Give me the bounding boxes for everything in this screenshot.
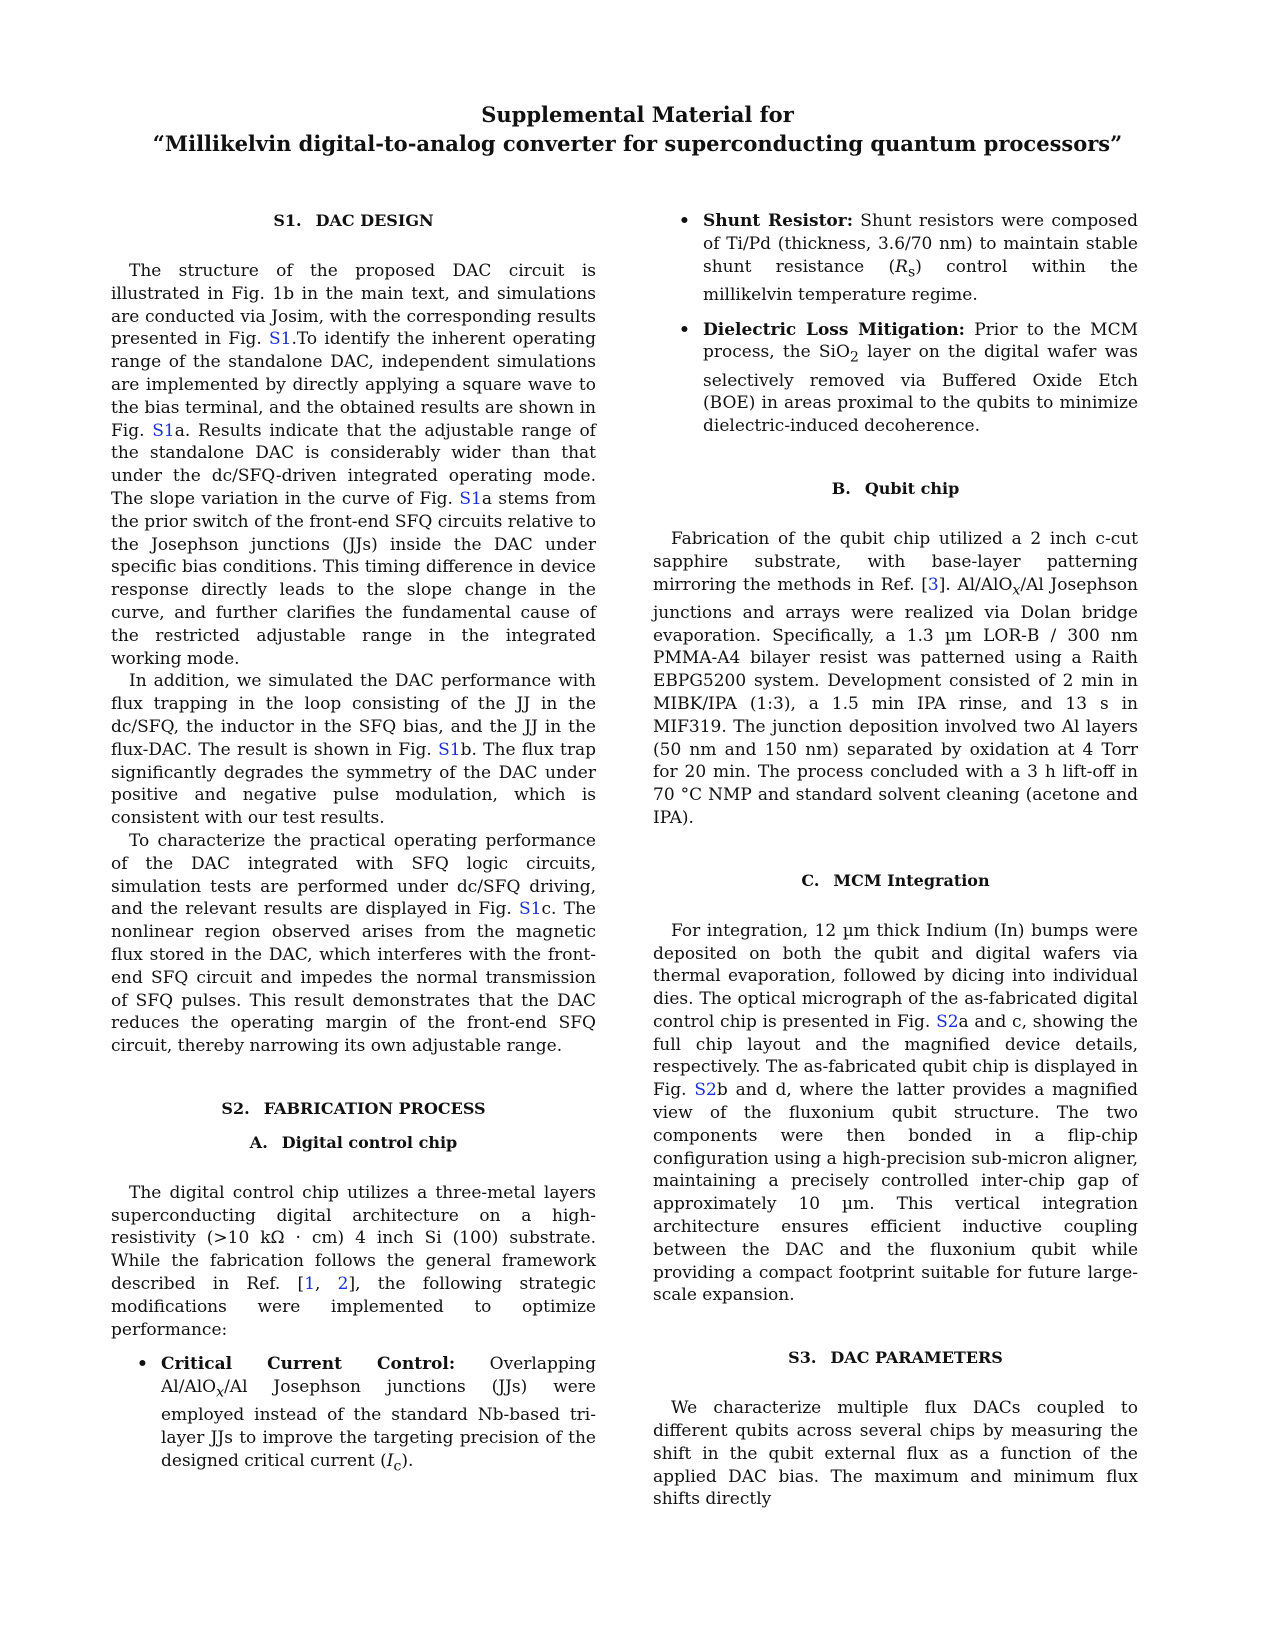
subsection-title: MCM Integration: [833, 870, 990, 890]
text-run: /Al Josephson junctions and arrays were realized via Dolan bridge evaporation. Specifically, a 1.3 µm LOR-B / 300 nm PMMA-A4 bilayer resist was patterned using a Raith EBPG5200 system. Development consisted of 2 min in MIBK/IPA (1:3), a 1.5 min IPA rinse, and 13 s in MIF319. The junction deposition involved two Al layers (50 nm and 150 nm) separated by oxidation at 4 Torr for 20 min. The process concluded with a 3 h lift-off in 70 °C NMP and standard solvent cleaning (acetone and IPA).: [653, 574, 1138, 828]
subsection-number: A.: [249, 1132, 268, 1152]
section-heading-s1: [111, 210, 596, 232]
figure-link[interactable]: S1: [459, 488, 482, 509]
figure-link[interactable]: S2: [694, 1080, 717, 1101]
text-run: a and c, showing the full chip layout and the magnified device details, respectively. The as-fabricated qubit chip is displayed in Fig.: [653, 1011, 1138, 1101]
left-column: [111, 210, 596, 1478]
bullet-label: Shunt Resistor:: [703, 211, 853, 231]
math-variable: R: [895, 256, 908, 277]
bullet-label: Critical Current Control:: [161, 1354, 456, 1375]
subscript: x: [216, 1384, 225, 1401]
section-number: S1.: [273, 211, 302, 230]
bullet-list: [653, 210, 1138, 438]
text-run: ,: [315, 1274, 338, 1295]
subsection-heading-b: [653, 478, 1138, 500]
math-variable: I: [386, 1451, 394, 1472]
citation-link[interactable]: 2: [337, 1274, 349, 1295]
subscript: x: [1012, 581, 1021, 598]
subsection-number: C.: [801, 870, 820, 890]
text-run: Fabrication of the qubit chip utilized a 2 inch c-cut sapphire substrate, with base-layer patterning mirroring the methods in Ref. [: [653, 528, 1138, 595]
paragraph: We characterize multiple flux DACs coupled to different qubits across several chips by measuring the shift in the qubit external flux as a function of the applied DAC bias. The maximum and minimum flux shifts directly: [653, 1398, 1138, 1510]
section-heading-s2: [111, 1098, 596, 1120]
paragraph: [111, 1182, 596, 1342]
title-line-1: Supplemental Material for: [481, 102, 794, 127]
paragraph: [111, 670, 596, 830]
text-run: The digital control chip utilizes a three-metal layers superconducting digital architecture on a high-resistivity (>10 kΩ · cm) 4 inch Si (100) substrate. While the fabrication follows the general framework described in Ref. [: [111, 1182, 596, 1295]
section-number: S2.: [221, 1098, 250, 1118]
text-run: ], the following strategic modifications were implemented to optimize performance:: [111, 1274, 596, 1340]
section-number: S3.: [788, 1348, 817, 1368]
text-run: Shunt resistors were composed of Ti/Pd (thickness, 3.6/70 nm) to maintain stable shunt resistance (: [703, 211, 1138, 277]
text-run: ).: [401, 1451, 414, 1472]
subsection-number: B.: [831, 478, 851, 498]
bullet-item: [653, 210, 1138, 307]
text-run: b and d, where the latter provides a magnified view of the fluxonium qubit structure. The two components were then bonded in a flip-chip configuration using a high-precision sub-micron aligner, maintaining a precisely controlled inter-chip gap of approximately 10 µm. This vertical integration architecture ensures efficient inductive coupling between the DAC and the fluxonium qubit while providing a compact footprint suitable for future large-scale expansion.: [653, 1080, 1138, 1306]
subscript: s: [907, 263, 916, 280]
text-run: c. The nonlinear region observed arises from the magnetic flux stored in the DAC, which interferes with the front-end SFQ circuit and impedes the normal transmission of SFQ pulses. This result demonstrates that the DAC reduces the operating margin of the front-end SFQ circuit, thereby narrowing its own adjustable range.: [111, 899, 596, 1057]
citation-link[interactable]: 1: [304, 1274, 316, 1295]
text-run: /Al Josephson junctions (JJs) were employed instead of the standard Nb-based tri-layer JJs to improve the targeting precision of the designed critical current (: [161, 1377, 596, 1472]
paragraph: [653, 920, 1138, 1308]
bullet-icon: •: [679, 319, 690, 340]
figure-link[interactable]: S1: [152, 420, 175, 441]
text-run: Overlapping Al/AlO: [161, 1354, 596, 1398]
text-run: The structure of the proposed DAC circuit is illustrated in Fig. 1b in the main text, and simulations are conducted via Josim, with the corresponding results presented in Fig.: [111, 261, 596, 350]
paragraph: [653, 528, 1138, 830]
paragraph: [111, 260, 596, 670]
text-run: For integration, 12 µm thick Indium (In) bumps were deposited on both the qubit and digital wafers via thermal evaporation, followed by dicing into individual dies. The optical micrograph of the as-fabricated digital control chip is presented in Fig.: [653, 920, 1138, 1032]
subsection-title: Digital control chip: [281, 1132, 458, 1152]
text-run: ]. Al/AlO: [938, 574, 1013, 595]
subscript: 2: [849, 349, 859, 366]
section-title: DAC PARAMETERS: [830, 1348, 1003, 1368]
text-run: To characterize the practical operating performance of the DAC integrated with SFQ logic circuits, simulation tests are performed under dc/SFQ driving, and the relevant results are displayed in Fig.: [111, 830, 596, 920]
paragraph: [111, 830, 596, 1058]
subsection-heading-a: [111, 1132, 596, 1154]
section-title: FABRICATION PROCESS: [263, 1098, 486, 1118]
subsection-title: Qubit chip: [864, 478, 960, 498]
text-run: ) control within the millikelvin temperature regime.: [703, 256, 1138, 305]
section-title: DAC DESIGN: [315, 211, 434, 230]
title-line-2: “Millikelvin digital-to-analog converter for superconducting quantum processors”: [152, 131, 1123, 156]
subscript: c: [393, 1458, 402, 1475]
text-run: a stems from the prior switch of the front-end SFQ circuits relative to the Josephson junctions (JJs) inside the DAC under specific bias conditions. This timing difference in device response directly leads to the slope change in the curve, and further clarifies the fundamental cause of the restricted adjustable range in the integrated working mode.: [111, 488, 596, 669]
bullet-item: [111, 1353, 596, 1478]
figure-link[interactable]: S1: [438, 739, 461, 760]
bullet-label: Dielectric Loss Mitigation:: [703, 319, 965, 340]
text-run: b. The flux trap significantly degrades the symmetry of the DAC under positive and negative pulse modulation, which is consistent with our test results.: [111, 739, 596, 829]
figure-link[interactable]: S1: [268, 329, 292, 350]
paper-title: [0, 100, 1275, 158]
bullet-item: [653, 319, 1138, 438]
right-column: [653, 210, 1138, 1511]
bullet-icon: •: [137, 1354, 148, 1375]
bullet-icon: •: [679, 211, 690, 231]
subsection-heading-c: [653, 870, 1138, 892]
text-run: Prior to the MCM process, the SiO: [703, 319, 1138, 363]
citation-link[interactable]: 3: [927, 574, 939, 595]
figure-link[interactable]: S1: [519, 899, 542, 920]
text-run: a. Results indicate that the adjustable range of the standalone DAC is considerably wider than that under the dc/SFQ-driven integrated operating mode. The slope variation in the curve of Fig.: [111, 420, 596, 509]
bullet-list: [111, 1353, 596, 1478]
text-run: layer on the digital wafer was selectively removed via Buffered Oxide Etch (BOE) in areas proximal to the qubits to minimize dielectric-induced decoherence.: [703, 342, 1138, 437]
section-heading-s3: [653, 1347, 1138, 1369]
text-run: .To identify the inherent operating range of the standalone DAC, independent simulations are implemented by directly applying a square wave to the bias terminal, and the obtained results are shown in Fig.: [111, 329, 596, 441]
figure-link[interactable]: S2: [936, 1011, 959, 1032]
text-run: In addition, we simulated the DAC performance with flux trapping in the loop consisting of the JJ in the dc/SFQ, the inductor in the SFQ bias, and the JJ in the flux-DAC. The result is shown in Fig.: [111, 671, 596, 760]
